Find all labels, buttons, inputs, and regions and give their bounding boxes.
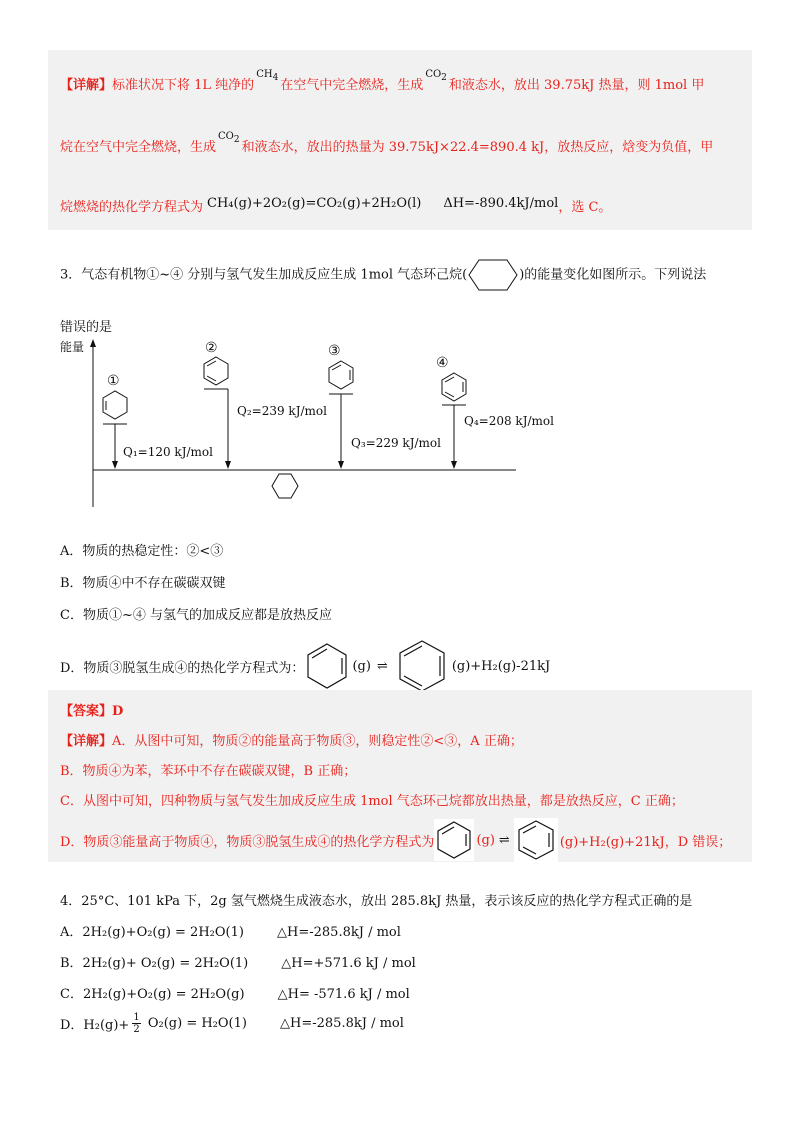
answer-detail-b: B．物质④为苯，苯环中不存在碳碳双键，B 正确； xyxy=(60,764,357,779)
answer-tag: 【答案】 xyxy=(60,704,113,719)
energy-axis-arrow xyxy=(90,339,96,347)
cyclohexadiene-icon xyxy=(304,641,350,691)
compound-3-icon xyxy=(329,361,353,389)
detail-line-1: 【详解】标准状况下将 1L 纯净的$^{CH4}$ 在空气中完全燃烧，生成$^{CO2}$ 和液态水，放出 39.75kJ 热量，则 1mol 甲 xyxy=(60,69,705,93)
detail-tag-q3: 【详解】 xyxy=(60,734,113,749)
half-fraction: $\frac{1}{2}$ xyxy=(133,1012,140,1035)
compound-2-label: ② xyxy=(205,340,218,356)
answer-detail-a: 【详解】A．从图中可知，物质②的能量高于物质③，则稳定性②<③，A 正确； xyxy=(60,734,523,749)
cyclohexane-product-icon xyxy=(272,474,298,498)
q4-option-c: C．2H₂(g)+O₂(g) = 2H₂O(g) △H= -571.6 kJ / mol xyxy=(60,987,410,1002)
q3-option-d: D．物质③脱氢生成④的热化学方程式为： (g) ⇌ (g)+H₂(g)-21kJ xyxy=(60,638,550,694)
benzene-icon xyxy=(394,638,450,694)
q3-stem-line-1: 3．气态有机物①~④ 分别与氢气发生加成反应生成 1mol 气态环己烷( )的能量变化如图所示。下列说法 xyxy=(60,258,706,292)
compound-3-label: ③ xyxy=(328,343,341,359)
answer-detail-c: C．从图中可知，四种物质与氢气发生加成反应生成 1mol 气态环己烷都放出热量，都是放热反应，C 正确； xyxy=(60,794,684,809)
q4-option-b: B．2H₂(g)+ O₂(g) = 2H₂O(1) △H=+571.6 kJ / mol xyxy=(60,956,416,971)
detail-tag: 【详解】 xyxy=(60,78,113,93)
cyclohexane-icon xyxy=(467,258,519,292)
co2-formula-2: CO2 xyxy=(218,131,240,145)
compound-2-icon xyxy=(204,357,228,385)
energy-axis-label: 能量 xyxy=(60,340,85,354)
ch4-formula: CH4 xyxy=(256,69,279,83)
answer-block-q3 xyxy=(48,690,752,862)
answer-value: D xyxy=(112,704,124,719)
q3-stem-line-2: 错误的是 xyxy=(60,320,113,335)
q3-option-b: B．物质④中不存在碳碳双键 xyxy=(60,576,226,591)
q2-label: Q₂=239 kJ/mol xyxy=(237,404,327,418)
benzene-icon-answer xyxy=(514,818,558,862)
compound-1-label: ① xyxy=(107,373,120,389)
answer-detail-d: D．物质③能量高于物质④，物质③脱氢生成④的热化学方程式为 (g) ⇌ (g)+H₂(g)+21kJ，D 错误； xyxy=(60,818,731,862)
q1-label: Q₁=120 kJ/mol xyxy=(123,445,213,459)
energy-diagram xyxy=(60,335,554,515)
detail-block-q2 xyxy=(48,50,752,230)
combustion-equation: CH₄(g)+2O₂(g)=CO₂(g)+2H₂O(l) xyxy=(207,196,422,211)
q4-stem: 4．25°C、101 kPa 下，2g 氢气燃烧生成液态水，放出 285.8kJ 热量，表示该反应的热化学方程式正确的是 xyxy=(60,894,693,909)
cyclohexadiene-icon-answer xyxy=(434,819,474,861)
q4-option-a: A．2H₂(g)+O₂(g) = 2H₂O(1) △H=-285.8kJ / mol xyxy=(60,925,401,940)
detail-line-2: 烷在空气中完全燃烧，生成$^{CO2}$ 和液态水，放出的热量为 39.75kJ×22.4=890.4 kJ，放热反应，焓变为负值，甲 xyxy=(60,131,714,155)
detail-line-3: 烷燃烧的热化学方程式为 CH₄(g)+2O₂(g)=CO₂(g)+2H₂O(l) ΔH=-890.4kJ/mol，选 C。 xyxy=(60,196,612,215)
co2-formula: CO2 xyxy=(425,69,447,83)
q4-label: Q₄=208 kJ/mol xyxy=(464,414,554,428)
q3-label: Q₃=229 kJ/mol xyxy=(351,436,441,450)
delta-h: ΔH=-890.4kJ/mol xyxy=(443,196,559,211)
compound-1-icon xyxy=(103,391,127,419)
compound-4-label: ④ xyxy=(436,355,449,371)
answer-line xyxy=(60,700,123,719)
compound-4-benzene-icon xyxy=(442,373,466,401)
q4-option-d: D．H₂(g)+ $\frac{1}{2}$ O₂(g) = H₂O(1) △H=-285.8kJ / mol xyxy=(60,1012,404,1035)
q3-option-a: A．物质的热稳定性：②<③ xyxy=(60,544,224,559)
q3-option-c: C．物质①~④ 与氢气的加成反应都是放热反应 xyxy=(60,608,332,623)
